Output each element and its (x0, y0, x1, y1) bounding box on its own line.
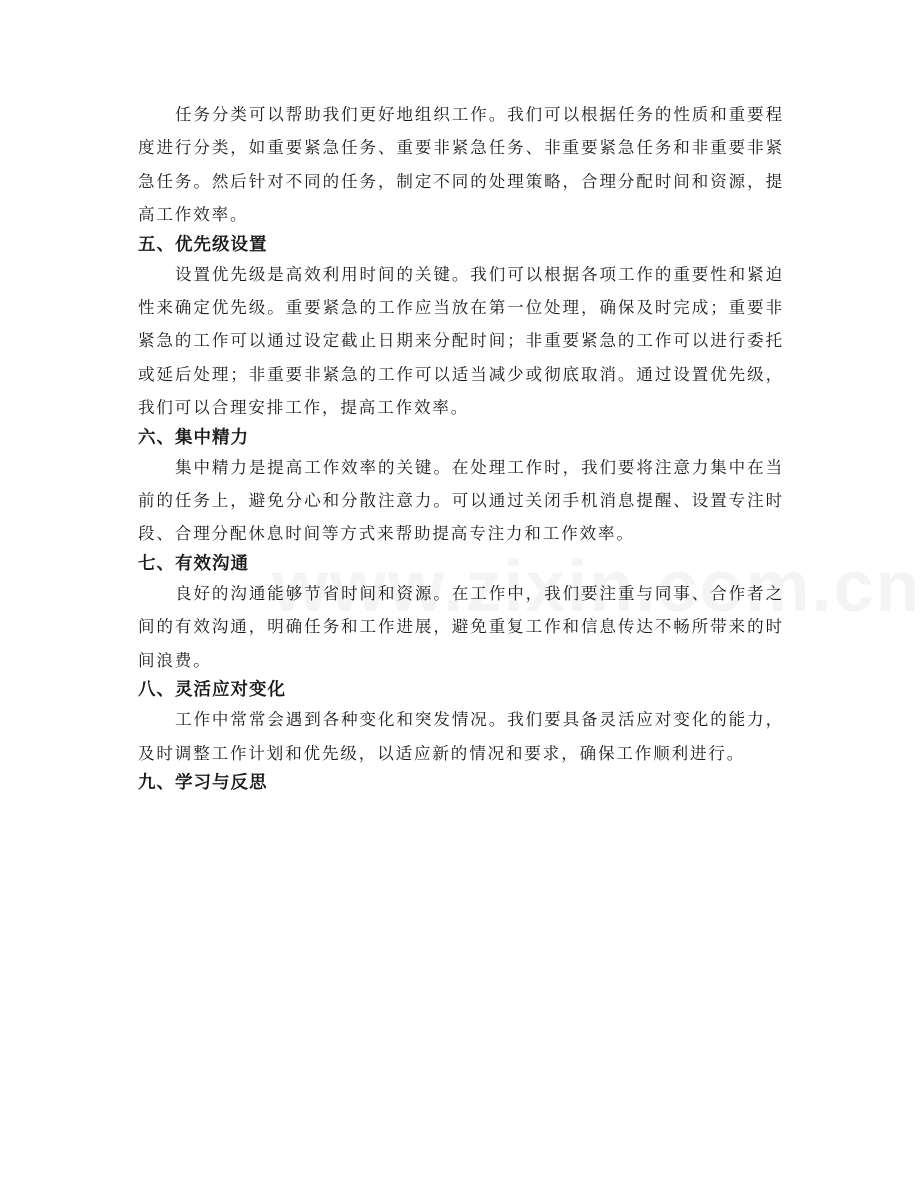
section-heading-focus: 六、集中精力 (138, 427, 249, 448)
section-heading-learning: 九、学习与反思 (138, 772, 268, 793)
section-heading-priority: 五、优先级设置 (138, 234, 268, 255)
section-body-priority: 设置优先级是高效利用时间的关键。我们可以根据各项工作的重要性和紧迫性来确定优先级。重要紧急的工作应当放在第一位处理，确保及时完成；重要非紧急的工作可以通过设定截止日期来分配时间；非重要紧急的工作可以进行委托或延后处理；非重要非紧急的工作可以适当减少或彻底取消。通过设置优先级，我们可以合理安排工作，提高工作效率。 (138, 264, 784, 418)
intro-paragraph: 任务分类可以帮助我们更好地组织工作。我们可以根据任务的性质和重要程度进行分类，如重要紧急任务、重要非紧急任务、非重要紧急任务和非重要非紧急任务。然后针对不同的任务，制定不同的处理策略，合理分配时间和资源，提高工作效率。 (138, 105, 784, 225)
section-body-focus: 集中精力是提高工作效率的关键。在处理工作时，我们要将注意力集中在当前的任务上，避免分心和分散注意力。可以通过关闭手机消息提醒、设置专注时段、合理分配休息时间等方式来帮助提高专注力和工作效率。 (138, 457, 784, 544)
section-heading-communication: 七、有效沟通 (138, 553, 249, 574)
section-body-communication: 良好的沟通能够节省时间和资源。在工作中，我们要注重与同事、合作者之间的有效沟通，明确任务和工作进展，避免重复工作和信息传达不畅所带来的时间浪费。 (138, 583, 784, 670)
document-body (138, 98, 784, 796)
section-heading-adaptability: 八、灵活应对变化 (138, 680, 286, 701)
section-body-adaptability: 工作中常常会遇到各种变化和突发情况。我们要具备灵活应对变化的能力，及时调整工作计划和优先级，以适应新的情况和要求，确保工作顺利进行。 (138, 710, 784, 763)
